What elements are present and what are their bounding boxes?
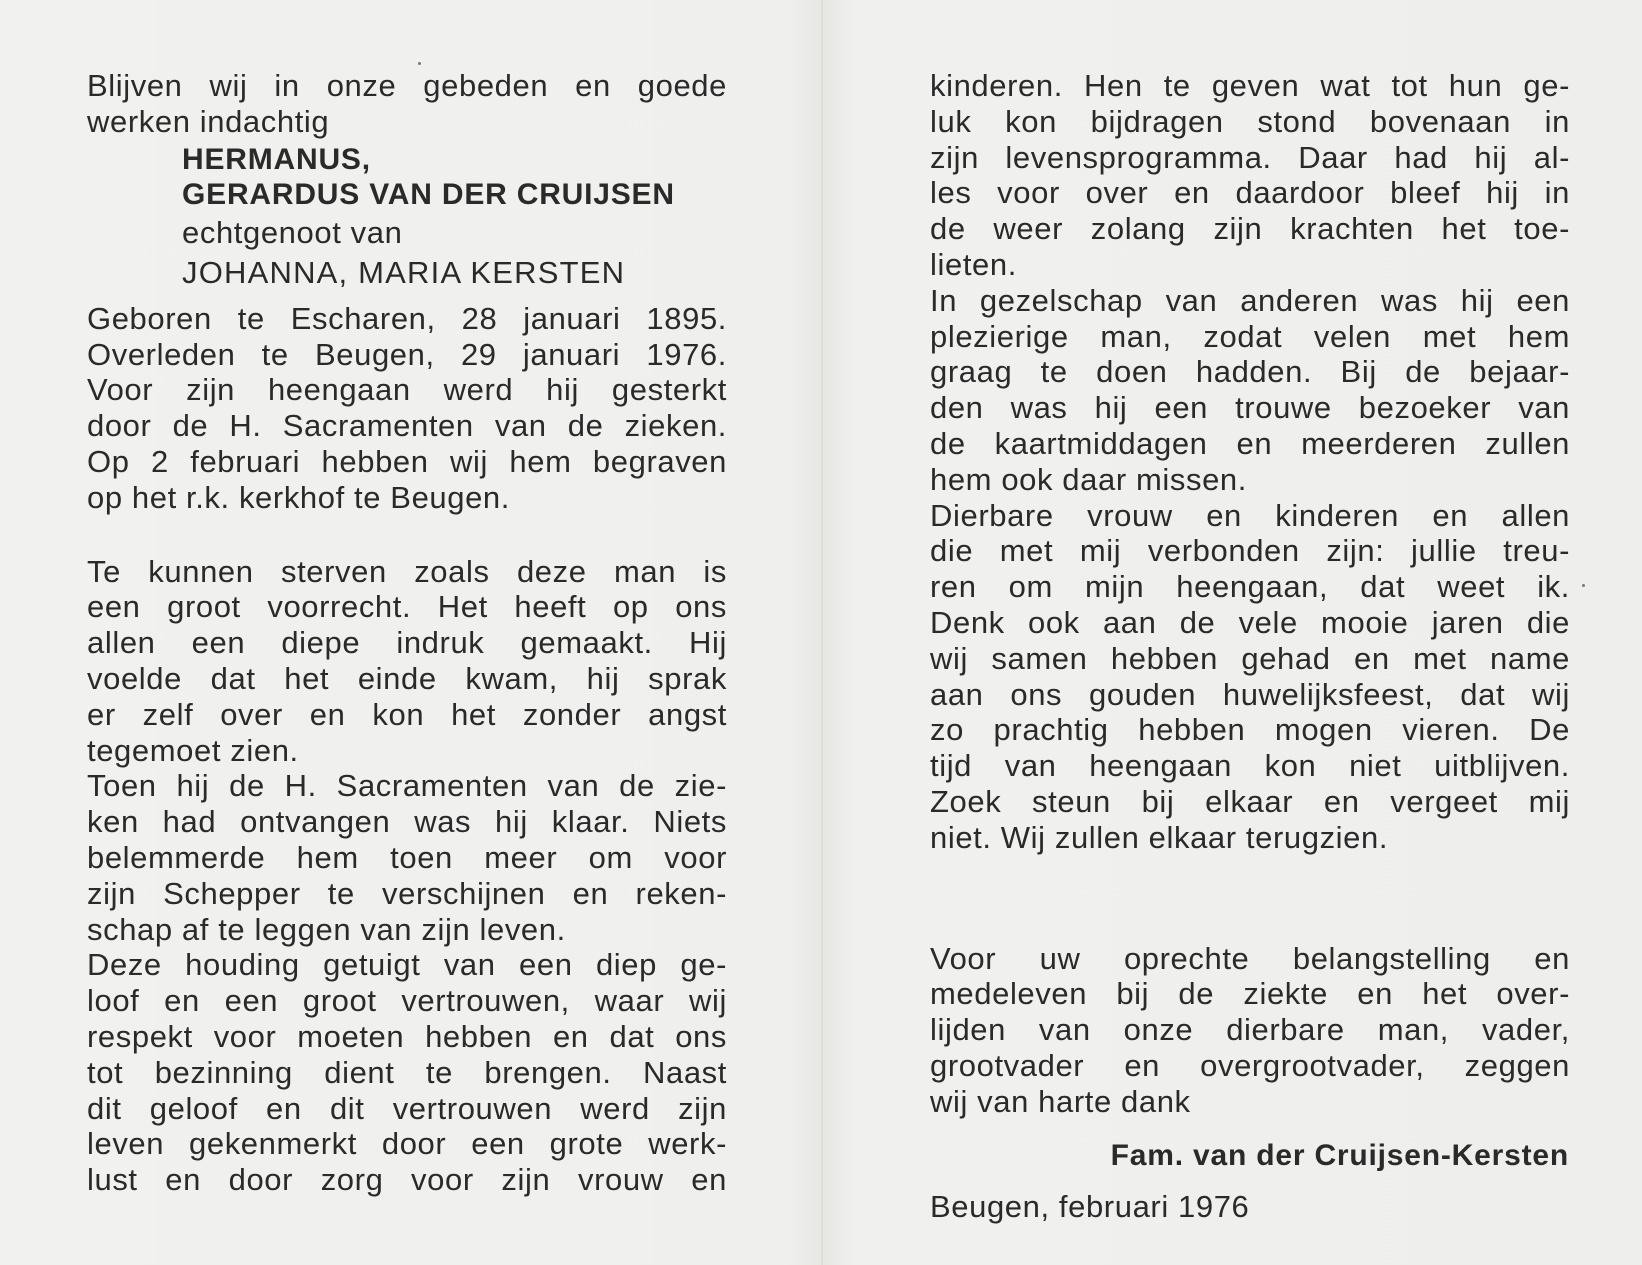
thanks-line: lijden van onze dierbare man, vader,	[930, 1012, 1570, 1048]
body-line: In gezelschap van anderen was hij een	[930, 282, 1570, 318]
body-line: schap af te leggen van zijn leven.	[87, 911, 566, 947]
body-line: Zoek steun bij elkaar en vergeet mij	[930, 783, 1570, 819]
spouse-name: JOHANNA, MARIA KERSTEN	[182, 254, 626, 290]
body-line: Te kunnen sterven zoals deze man is	[87, 553, 727, 589]
body-line: een groot voorrecht. Het heeft op ons	[87, 589, 727, 625]
spouse-label: echtgenoot van	[182, 215, 403, 251]
paper-speck	[418, 62, 421, 65]
deceased-name-line: HERMANUS,	[182, 142, 371, 176]
body-line: niet. Wij zullen elkaar terugzien.	[930, 819, 1389, 855]
body-line: aan ons gouden huwelijksfeest, dat wij	[930, 676, 1570, 712]
body-line: zijn Schepper te verschijnen en reken-	[87, 875, 727, 911]
body-line: wij samen hebben gehad en met name	[930, 640, 1570, 676]
body-line: graag te doen hadden. Bij de bejaar-	[930, 354, 1570, 390]
body-line: hem ook daar missen.	[930, 461, 1247, 497]
body-line: er zelf over en kon het zonder angst	[87, 696, 727, 732]
facts-line: Overleden te Beugen, 29 januari 1976.	[87, 336, 727, 372]
body-line: ken had ontvangen was hij klaar. Niets	[87, 804, 727, 840]
body-line: plezierige man, zodat velen met hem	[930, 318, 1570, 354]
facts-line: door de H. Sacramenten van de zieken.	[87, 408, 727, 444]
body-line: allen een diepe indruk gemaakt. Hij	[87, 625, 727, 661]
thanks-line: grootvader en overgrootvader, zeggen	[930, 1047, 1570, 1083]
body-line: den was hij een trouwe bezoeker van	[930, 390, 1570, 426]
body-line: de kaartmiddagen en meerderen zullen	[930, 425, 1570, 461]
body-line: Dierbare vrouw en kinderen en allen	[930, 497, 1570, 533]
body-line: Deze houding getuigt van een diep ge-	[87, 947, 727, 983]
body-line: loof en een groot vertrouwen, waar wij	[87, 983, 727, 1019]
body-line: tegemoet zien.	[87, 732, 299, 768]
body-line: tot bezinning dient te brengen. Naast	[87, 1054, 727, 1090]
body-line: luk kon bijdragen stond bovenaan in	[930, 103, 1570, 139]
facts-line: Op 2 februari hebben wij hem begraven	[87, 443, 727, 479]
facts-line: Geboren te Escharen, 28 januari 1895.	[87, 300, 727, 336]
fold-line	[821, 0, 823, 1265]
paper-speck	[1582, 584, 1585, 587]
body-line: Denk ook aan de vele mooie jaren die	[930, 604, 1570, 640]
body-line: die met mij verbonden zijn: jullie treu-	[930, 533, 1570, 569]
intro-line: Blijven wij in onze gebeden en goede	[87, 68, 727, 103]
body-line: de weer zolang zijn krachten het toe-	[930, 211, 1570, 247]
body-line: respekt voor moeten hebben en dat ons	[87, 1018, 727, 1054]
body-line: leven gekenmerkt door een grote werk-	[87, 1126, 727, 1162]
body-line: Toen hij de H. Sacramenten van de zie-	[87, 768, 727, 804]
family-signature: Fam. van der Cruijsen-Kersten	[1110, 1138, 1569, 1172]
body-line: lieten.	[930, 246, 1017, 282]
intro-line: werken indachtig	[87, 103, 330, 139]
body-line: zijn levensprogramma. Daar had hij al-	[930, 139, 1570, 175]
body-line: tijd van heengaan kon niet uitblijven.	[930, 748, 1570, 784]
body-line: belemmerde hem toen meer om voor	[87, 839, 727, 875]
facts-line: op het r.k. kerkhof te Beugen.	[87, 479, 510, 515]
body-line: dit geloof en dit vertrouwen werd zijn	[87, 1090, 727, 1126]
thanks-line: Voor uw oprechte belangstelling en	[930, 940, 1570, 976]
body-line: lust en door zorg voor zijn vrouw en	[87, 1162, 727, 1198]
body-line: kinderen. Hen te geven wat tot hun ge-	[930, 68, 1570, 103]
deceased-name-line: GERARDUS VAN DER CRUIJSEN	[182, 178, 675, 212]
body-line: zo prachtig hebben mogen vieren. De	[930, 712, 1570, 748]
body-line: ren om mijn heengaan, dat weet ik.	[930, 569, 1570, 605]
right-column	[930, 68, 1570, 1225]
facts-line: Voor zijn heengaan werd hij gesterkt	[87, 372, 727, 408]
body-line: voelde dat het einde kwam, hij sprak	[87, 660, 727, 696]
left-column	[87, 68, 727, 1198]
place-date: Beugen, februari 1976	[930, 1189, 1250, 1225]
thanks-line: medeleven bij de ziekte en het over-	[930, 976, 1570, 1012]
body-line: les voor over en daardoor bleef hij in	[930, 175, 1570, 211]
thanks-line: wij van harte dank	[930, 1083, 1191, 1119]
